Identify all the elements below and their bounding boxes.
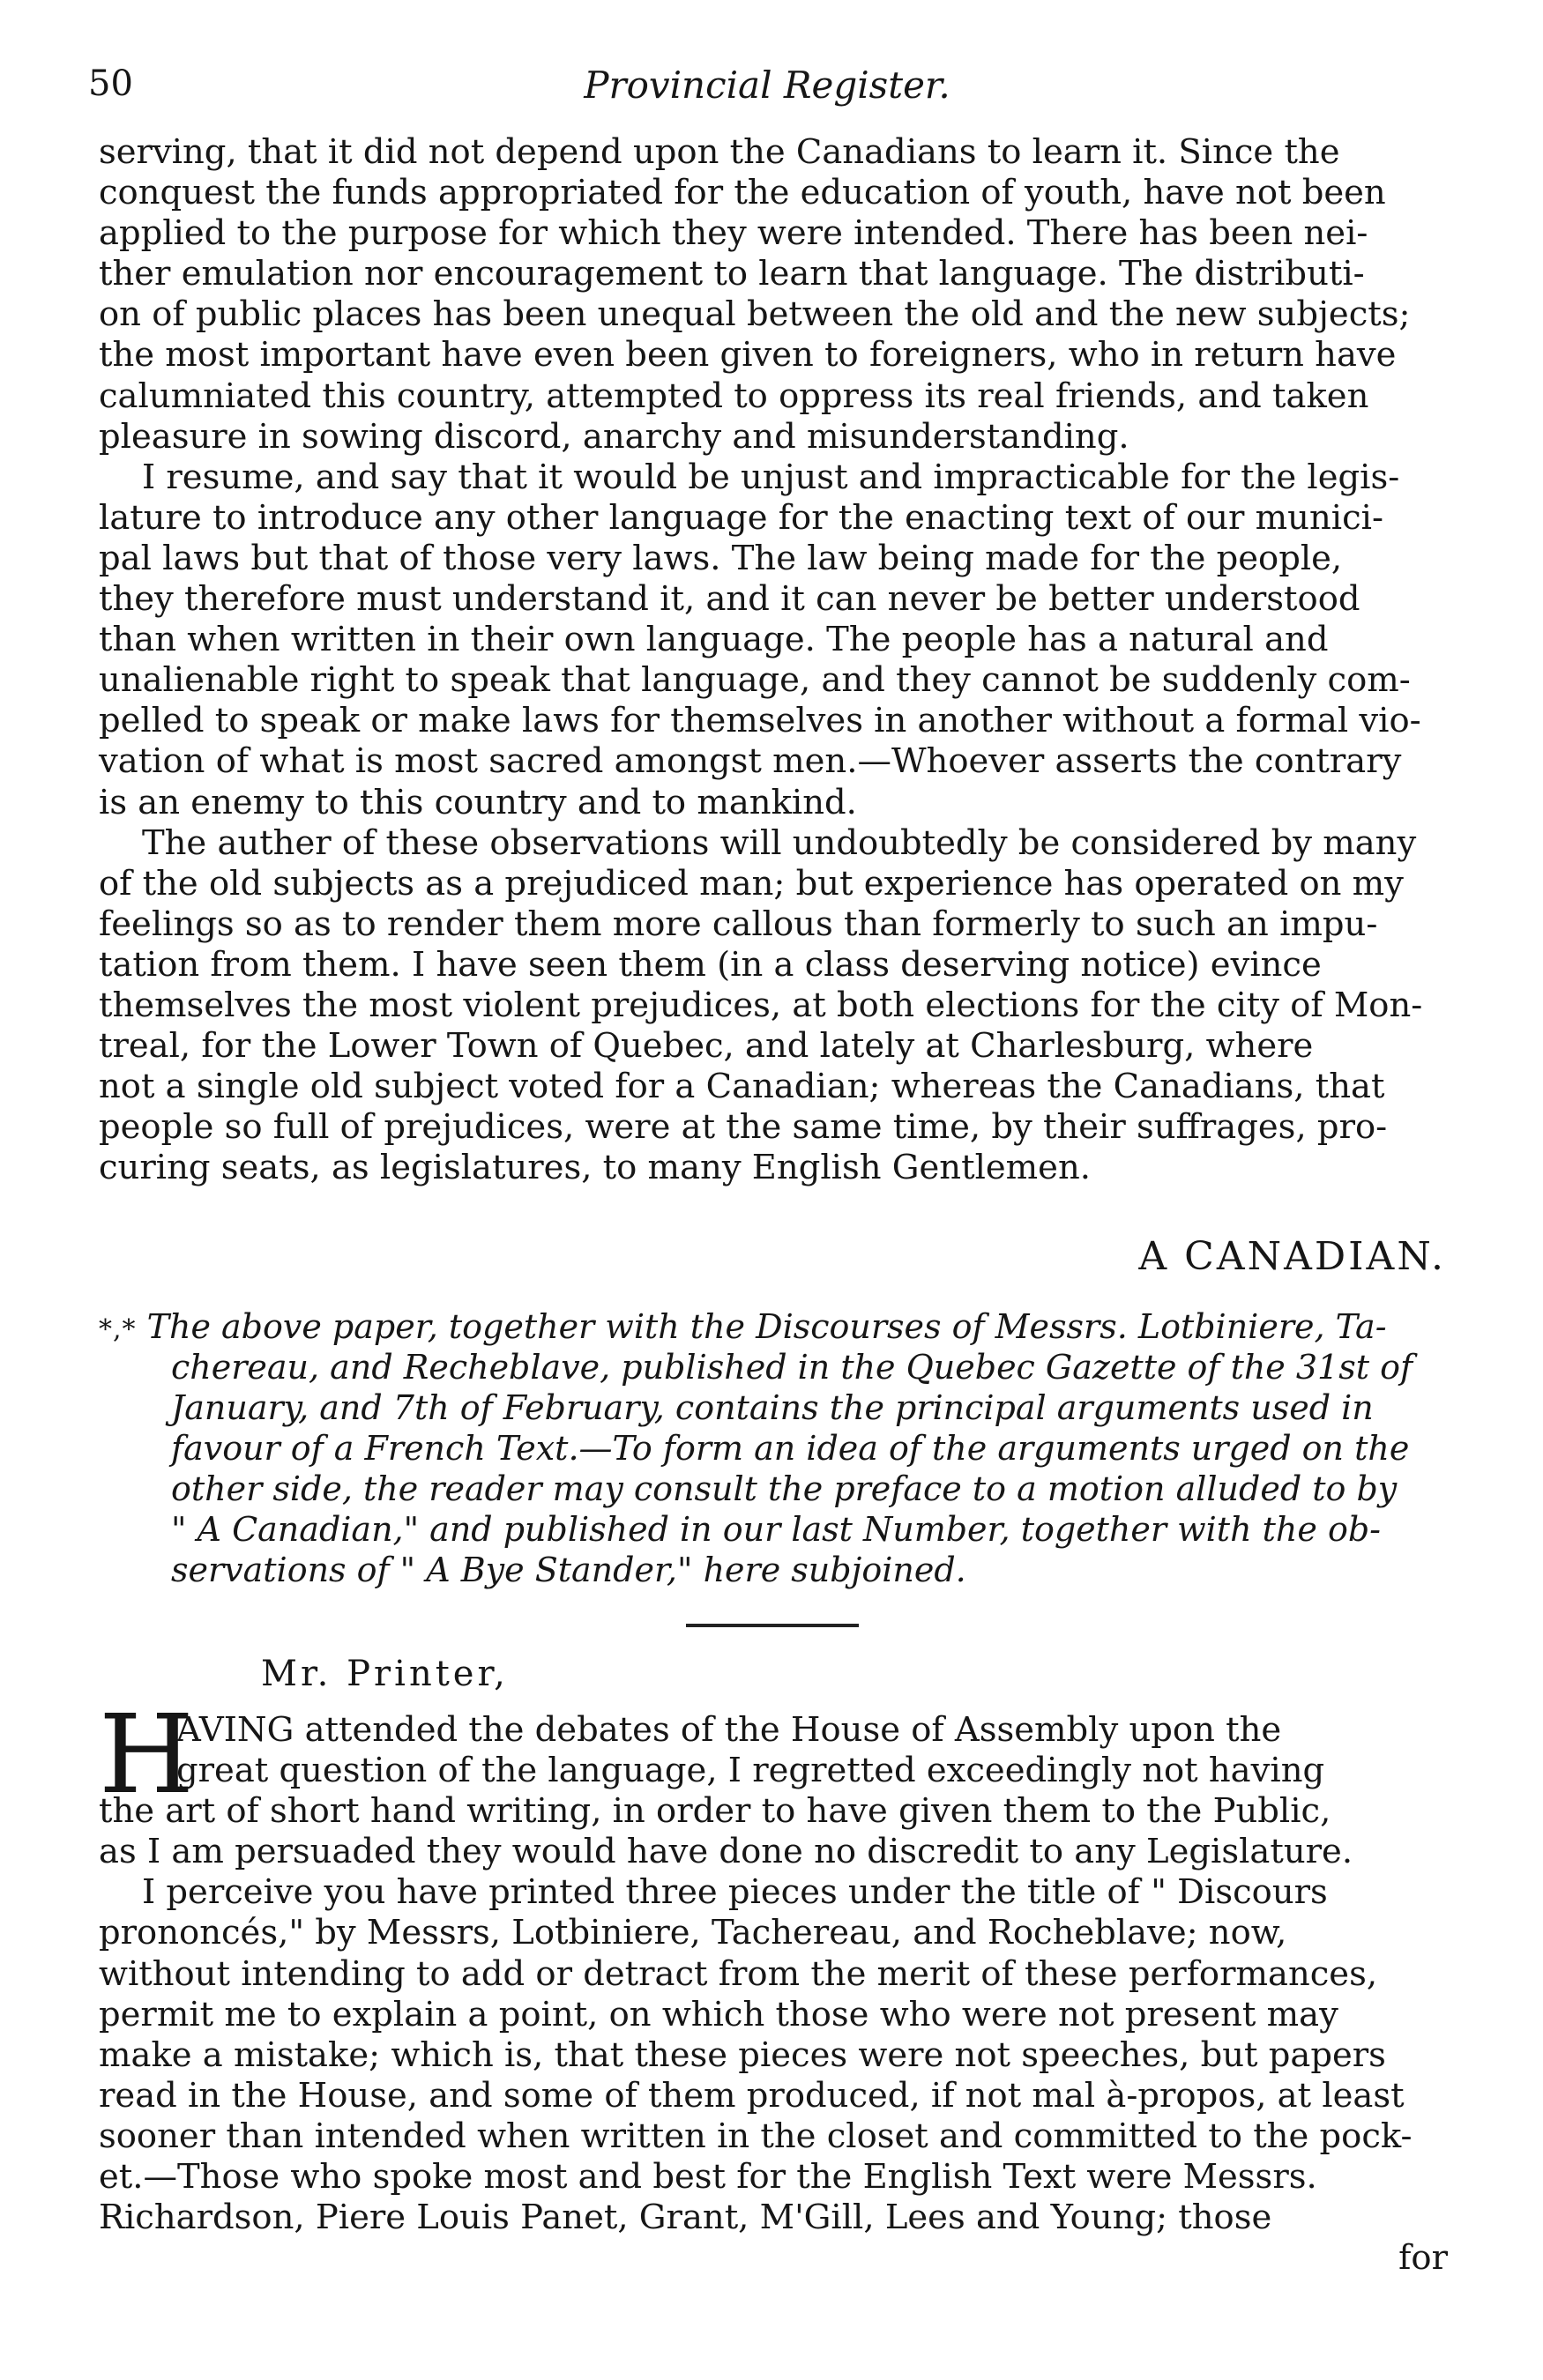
text-line: than when written in their own language. The people has a natural and (99, 620, 1329, 660)
text-line: they therefore must understand it, and it can never be better understood (99, 579, 1360, 620)
text-line: I perceive you have printed three pieces under the title of " Discours (99, 1872, 1328, 1913)
note-line: favour of a French Text.—To form an idea of the arguments urged on the (171, 1429, 1410, 1468)
text-line: of the old subjects as a prejudiced man; but experience has operated on my (99, 863, 1404, 904)
text-line: applied to the purpose for which they were intended. There has been nei- (99, 213, 1368, 254)
note-line: other side, the reader may consult the preface to a motion alluded to by (171, 1469, 1398, 1508)
note-line: " A Canadian," and published in our last Number, together with the ob- (171, 1510, 1381, 1549)
text-line: ther emulation nor encouragement to learn that language. The distributi- (99, 254, 1365, 294)
text-line: curing seats, as legislatures, to many English Gentlemen. (99, 1148, 1091, 1188)
text-line: prononcés," by Messrs, Lotbiniere, Tachereau, and Rocheblave; now, (99, 1913, 1287, 1953)
text-line: without intending to add or detract from the merit of these performances, (99, 1953, 1378, 1994)
text-line: is an enemy to this country and to mankind. (99, 782, 857, 822)
letter-text (99, 1692, 1448, 2279)
note-line: servations of " A Bye Stander," here subjoined. (171, 1551, 966, 1589)
text-line: pal laws but that of those very laws. The law being made for the people, (99, 538, 1343, 578)
text-line: pelled to speak or make laws for themselves in another without a formal vio- (99, 701, 1421, 741)
text-line: the art of short hand writing, in order to have given them to the Public, (99, 1791, 1331, 1832)
text-line: AVING attended the debates of the House of Assembly upon the (176, 1710, 1282, 1750)
page-header (88, 63, 1446, 125)
text-line: I resume, and say that it would be unjust and impracticable for the legis- (99, 457, 1400, 497)
editor-note (99, 1306, 1457, 1590)
text-line: pleasure in sowing discord, anarchy and misunderstanding. (99, 416, 1129, 457)
signature: A CANADIAN. (1138, 1234, 1446, 1279)
text-line: calumniated this country, attempted to oppress its real friends, and taken (99, 376, 1369, 416)
running-title: Provincial Register. (584, 63, 950, 107)
text-line: not a single old subject voted for a Canadian; whereas the Canadians, that (99, 1067, 1385, 1107)
text-line: feelings so as to render them more callous than formerly to such an impu- (99, 904, 1378, 944)
catchword: for (1398, 2238, 1448, 2279)
section-divider (686, 1624, 859, 1627)
text-line: lature to introduce any other language for the enacting text of our munici- (99, 497, 1383, 538)
text-line: treal, for the Lower Town of Quebec, and lately at Charlesburg, where (99, 1026, 1314, 1067)
text-line: Richardson, Piere Louis Panet, Grant, M'Gill, Lees and Young; those (99, 2198, 1272, 2238)
article-text (99, 132, 1448, 1188)
note-line-text: The above paper, together with the Discourses of Messrs. Lotbiniere, Ta- (146, 1307, 1387, 1346)
note-line: January, and 7th of February, contains the principal arguments used in (171, 1388, 1374, 1427)
text-line: on of public places has been unequal between the old and the new subjects; (99, 294, 1411, 335)
text-line: unalienable right to speak that language, and they cannot be suddenly com- (99, 660, 1411, 701)
text-line: great question of the language, I regretted exceedingly not having (176, 1751, 1325, 1791)
text-line: The auther of these observations will undoubtedly be considered by many (99, 822, 1417, 863)
text-line: tation from them. I have seen them (in a class deserving notice) evince (99, 944, 1322, 985)
text-line: permit me to explain a point, on which those who were not present may (99, 1994, 1338, 2034)
text-line: people so full of prejudices, were at the same time, by their suffrages, pro- (99, 1107, 1388, 1148)
text-line: read in the House, and some of them produced, if not mal à-propos, at least (99, 2075, 1405, 2116)
text-line: serving, that it did not depend upon the Canadians to learn it. Since the (99, 132, 1340, 172)
text-line: the most important have even been given to foreigners, who in return have (99, 335, 1397, 376)
text-line: conquest the funds appropriated for the education of youth, have not been (99, 173, 1386, 213)
note-line: chereau, and Recheblave, published in the Quebec Gazette of the 31st of (171, 1348, 1413, 1387)
text-line: sooner than intended when written in the closet and committed to the pock- (99, 2116, 1413, 2156)
asterism-mark: *,* (99, 1314, 137, 1345)
text-line: make a mistake; which is, that these pieces were not speeches, but papers (99, 2034, 1386, 2075)
text-line: as I am persuaded they would have done no discredit to any Legislature. (99, 1832, 1353, 1872)
text-line: et.—Those who spoke most and best for the English Text were Messrs. (99, 2157, 1317, 2198)
text-line: vation of what is most sacred amongst men.—Whoever asserts the contrary (99, 741, 1402, 782)
drop-cap: H (99, 1692, 195, 1818)
salutation: Mr. Printer, (261, 1654, 509, 1694)
note-line (99, 1306, 1457, 1347)
text-line: themselves the most violent prejudices, at both elections for the city of Mon- (99, 985, 1423, 1025)
page-number: 50 (88, 63, 133, 104)
